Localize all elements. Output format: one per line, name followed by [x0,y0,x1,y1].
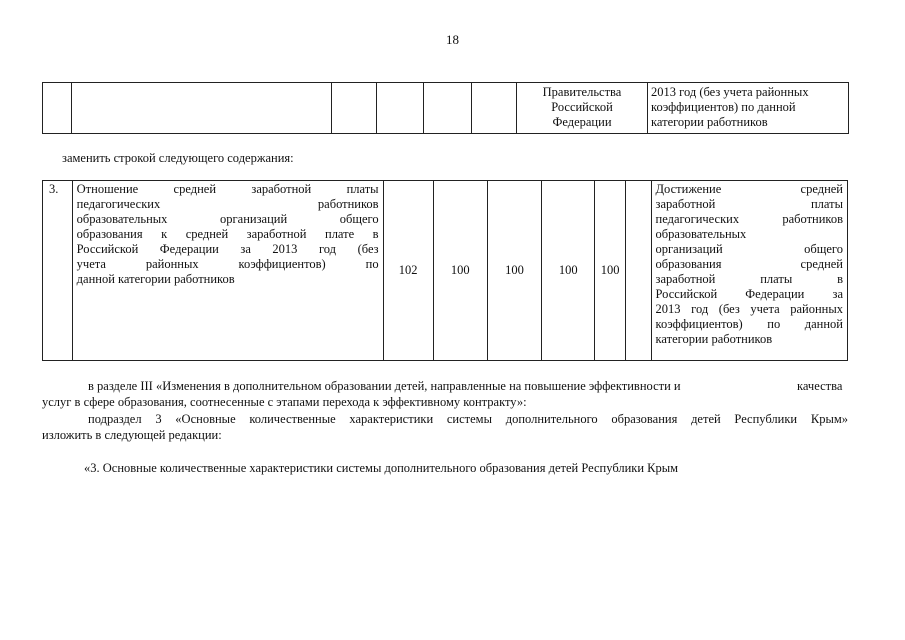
indicator-cell [72,181,383,361]
cell-empty [625,181,651,361]
replace-instruction: заменить строкой следующего содержания: [62,151,294,165]
cell-indicator [72,83,332,134]
note-line: категории работников [651,115,768,129]
result-line: коэффициентов) по данной [655,317,843,331]
replacement-row-table [42,180,848,361]
note-line: 2013 год (без учета районных [651,85,809,99]
result-line: Российской Федерации за [655,287,843,301]
note-line: коэффициентов) по данной [651,100,796,114]
result-line: Достижение средней [655,182,843,196]
value-2017: 100 [542,181,595,361]
indicator-line: данной категории работников [76,272,235,286]
paragraph-section-three-line1-end: качества [797,379,843,393]
indicator-line: образования к средней заработной плате в [76,227,379,241]
paragraph-subsection-line2: изложить в следующей редакции: [42,428,222,442]
previous-table-row [43,83,849,134]
cell-authority [517,83,648,134]
value-2015: 100 [433,181,487,361]
page-number: 18 [446,32,459,47]
subsection-heading-quote: «3. Основные количественные характеристики системы дополнительного образования детей Республики Крым [84,461,679,475]
value-2014: 102 [383,181,433,361]
paragraph-section-three-line2: услуг в сфере образования, соотнесенные с этапами перехода к эффективному контракту»: [42,395,527,409]
result-line: организаций общего [655,242,843,256]
result-line: заработной платы в [655,272,843,286]
result-line: образовательных [655,227,747,241]
cell-empty [332,83,377,134]
cell-number [43,83,72,134]
result-line: категории работников [655,332,773,346]
indicator-line: педагогических работников [76,197,379,211]
paragraph-subsection-line1: подраздел 3 «Основные количественные характеристики системы дополнительного образования детей Республики Крым» [88,412,848,426]
indicator-line: учета районных коэффициентов) по [76,257,379,271]
paragraph-section-three-line1: в разделе III «Изменения в дополнительном образовании детей, направленные на повышение эффективности и [88,379,681,393]
indicator-line: образовательных организаций общего [76,212,379,226]
cell-empty [377,83,424,134]
result-line: 2013 год (без учета районных [655,302,843,316]
result-line: педагогических работников [655,212,843,226]
authority-line: Федерации [552,115,612,129]
result-cell [651,181,847,361]
authority-line: Российской [551,100,613,114]
result-line: образования средней [655,257,843,271]
result-line: заработной платы [655,197,843,211]
indicator-line: Российской Федерации за 2013 год (без [76,242,379,256]
row-number: 3. [43,181,73,361]
cell-empty [472,83,517,134]
cell-note [648,83,849,134]
value-2016: 100 [487,181,541,361]
value-2018: 100 [595,181,626,361]
replacement-table-row [43,181,848,361]
indicator-line: Отношение средней заработной платы [76,182,379,196]
authority-line: Правительства [542,85,622,99]
cell-empty [424,83,472,134]
previous-row-table [42,82,849,134]
